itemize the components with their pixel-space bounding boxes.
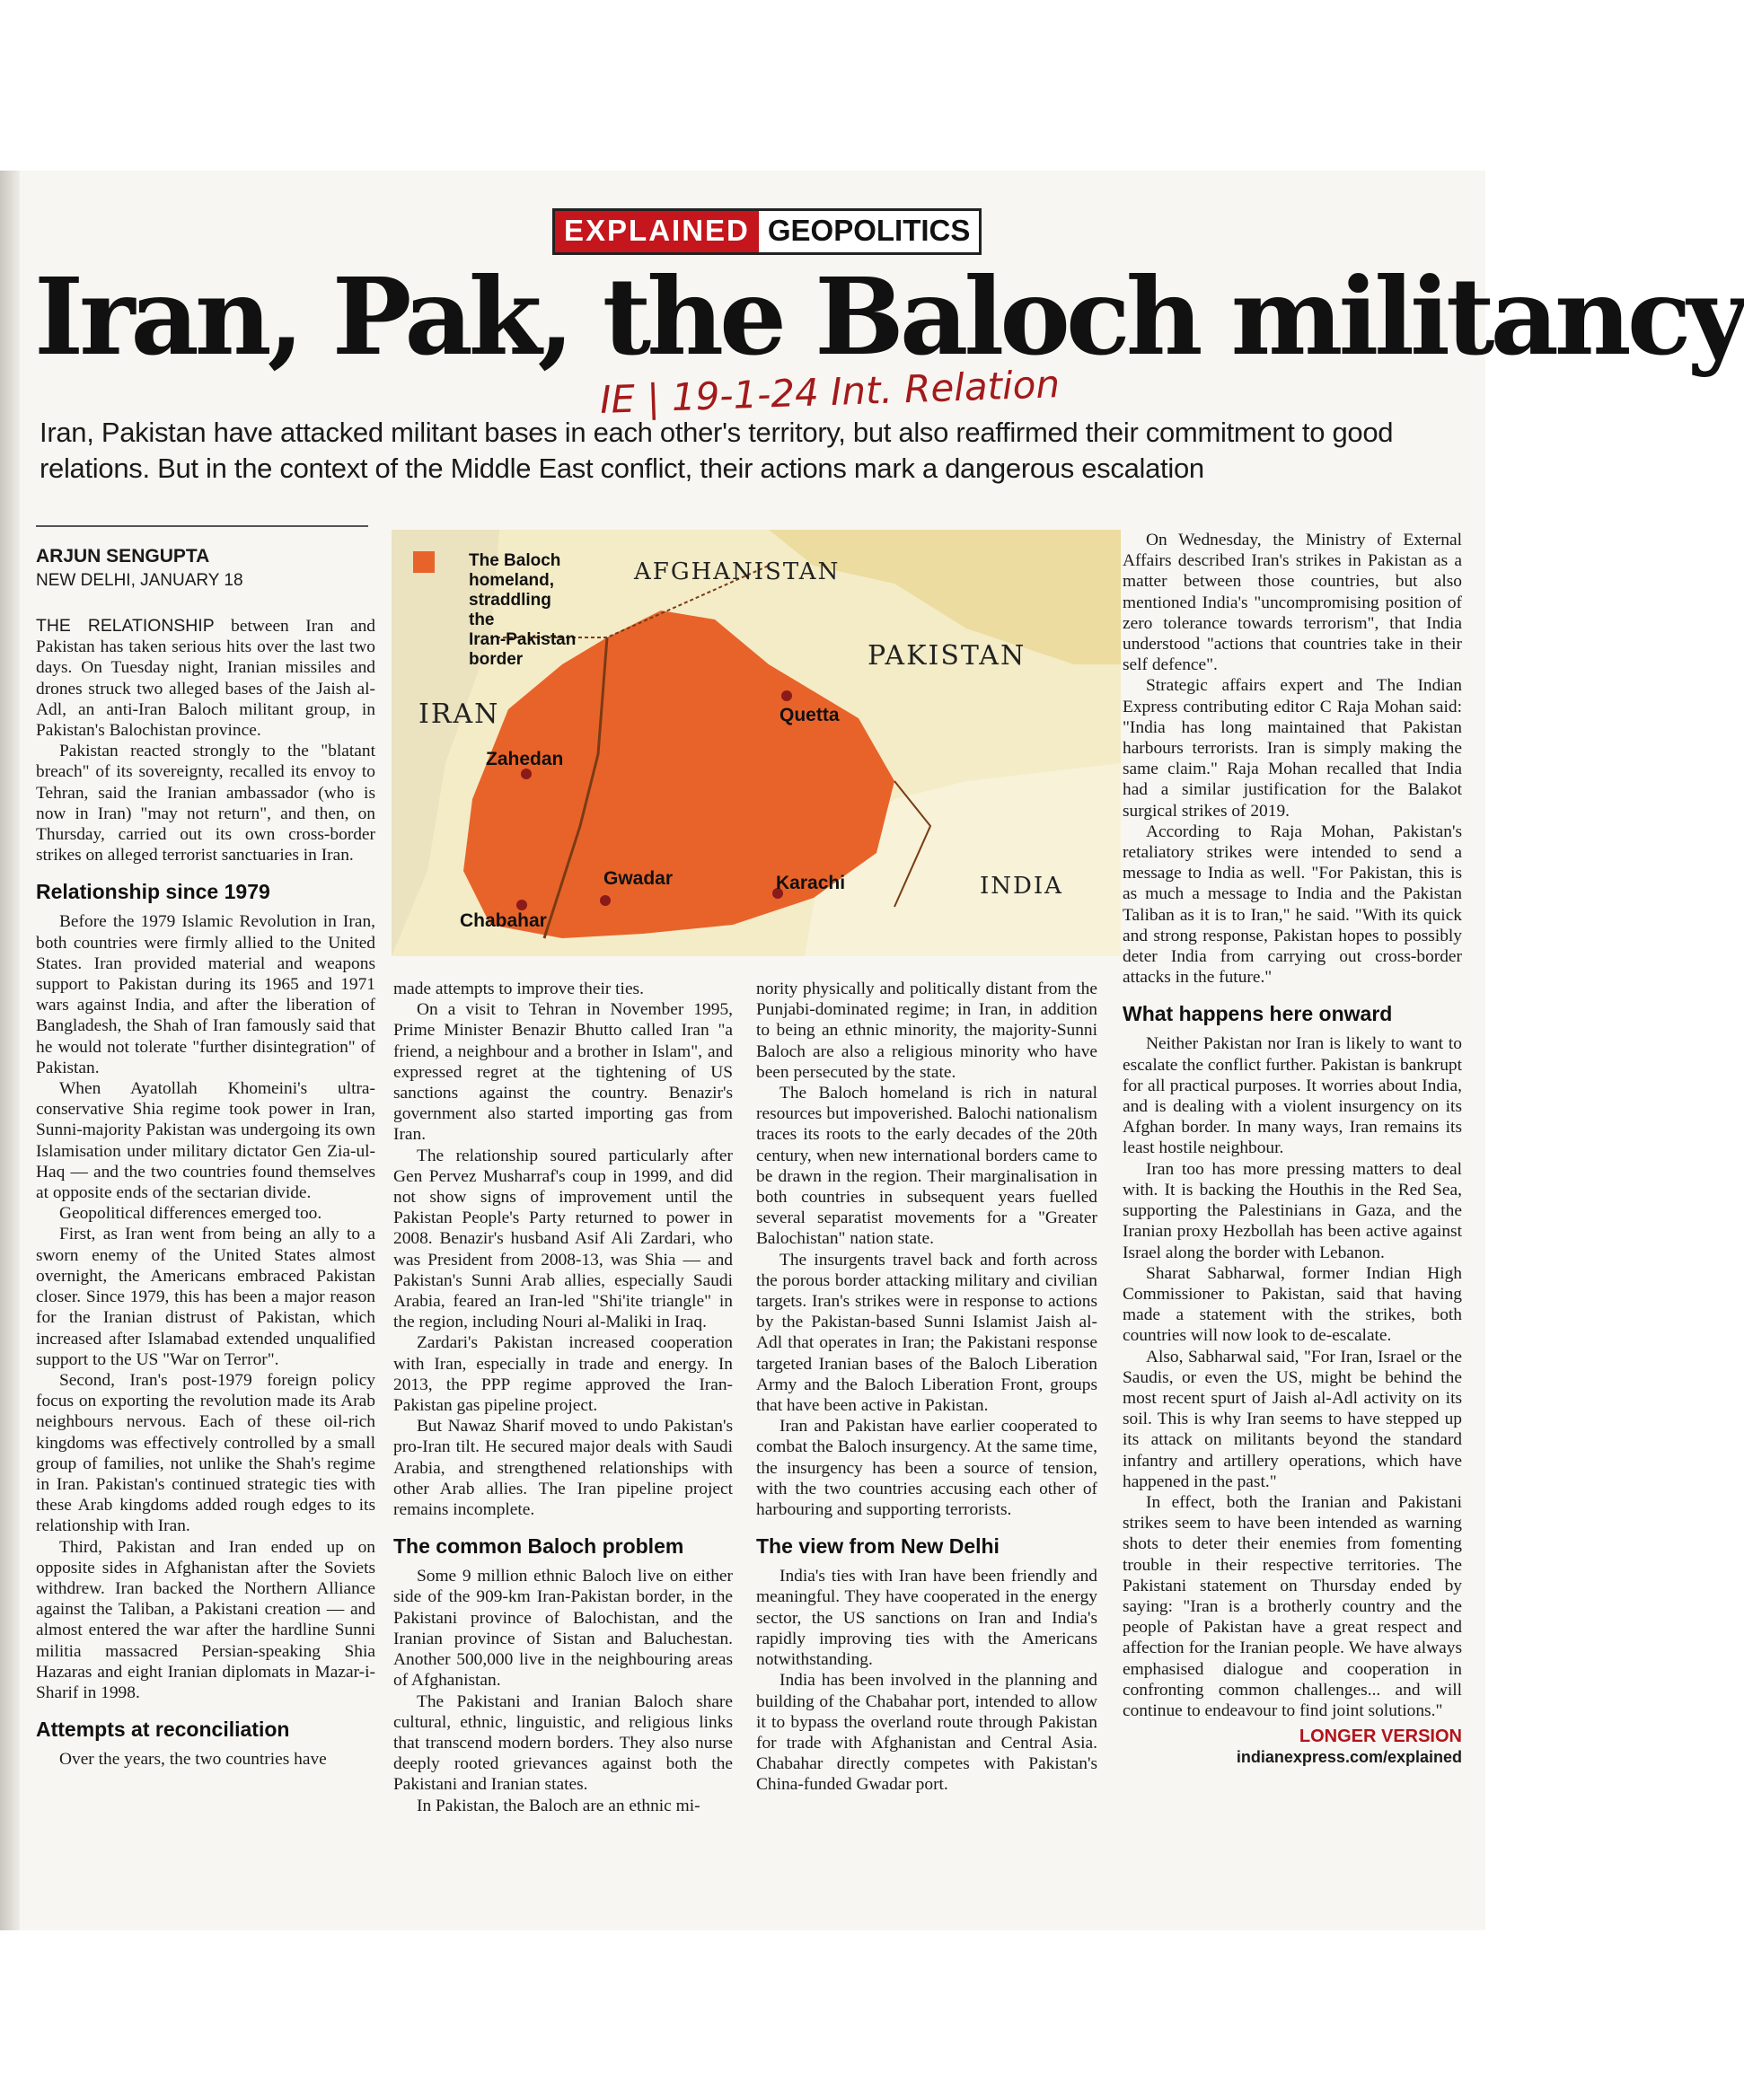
col2-para: But Nawaz Sharif moved to undo Pakistan's pro-Iran tilt. He secured major deals with Saudi Arabia, and strengthened relationships with other Arab allies. The Iran pipeline project remains incomplete. [393, 1417, 733, 1520]
col2-para: Zardari's Pakistan increased cooperation with Iran, especially in trade and energy. In 2013, the PPP regime approved the Iran-Pakistan gas pipeline project. [393, 1333, 733, 1416]
subhead-new-delhi: The view from New Delhi [756, 1534, 1000, 1559]
legend-line: straddling [469, 591, 551, 610]
city-dot-gwadar [600, 895, 611, 906]
col4-para: Iran too has more pressing matters to deal with. It is backing the Houthis in the Red Sea, supporting the Palestinians in Gaza, and the Iranian proxy Hezbollah has been active against Israel along the border with Lebanon. [1123, 1159, 1462, 1262]
dateline: NEW DELHI, JANUARY 18 [36, 571, 243, 590]
col2-para: The Pakistani and Iranian Baloch share cultural, ethnic, linguistic, and religious links that transcend modern borders. They also nurse deeply rooted grievances against both the Pakistani and Iranian states. [393, 1691, 733, 1795]
col3-para: nority physically and politically distant from the Punjabi-dominated regime; in Iran, in addition to being an ethnic minority, the majority-Sunni Baloch are also a religious minority who have been persecuted by the state. [756, 980, 1097, 1082]
subhead-relationship: Relationship since 1979 [36, 880, 270, 904]
col1-para: First, as Iran went from being an ally to a sworn enemy of the United States almost overnight, the Americans embraced Pakistan closer. Since 1979, this has been a major reason for the Iranian distrust of Pakistan, which increased after Islamabad extended unqualified support to the US "War on Terror". [36, 1225, 375, 1369]
col1-para: Pakistan reacted strongly to the "blatant breach" of its sovereignty, recalled its envoy to Tehran, said the Iranian ambassador (who is now in Iran) "may not return", and then, on Thursday, carried out its own cross-border strikes on alleged terrorist sanctuaries in Iran. [36, 742, 375, 865]
label-zahedan: Zahedan [486, 749, 564, 769]
col3-para: India's ties with Iran have been friendly and meaningful. They have cooperated in the energy sector, the US sanctions on Iran and India's rapidly improving ties with the Americans notwithstanding. [756, 1567, 1097, 1670]
col3-para: India has been involved in the planning and building of the Chabahar port, intended to allow it to bypass the overland route through Pakistan for trade with Afghanistan and Central Asia. Chabahar directly competes with Pakistan's China-funded Gwadar port. [756, 1671, 1097, 1795]
label-iran: IRAN [418, 699, 500, 730]
col2-para: In Pakistan, the Baloch are an ethnic mi- [417, 1796, 700, 1815]
kicker-geopolitics: GEOPOLITICS [759, 211, 980, 252]
col1-text: between Iran and Pakistan has taken serious hits over the last two days. On Tuesday night, Iranian missiles and drones struck two alleged bases of the Jaish al-Adl, an anti-Iran Baloch militant group, in Pakistan's Balochistan province. [36, 617, 376, 741]
col1-para: Over the years, the two countries have [59, 1750, 327, 1770]
col4-para: Strategic affairs expert and The Indian Express contributing editor C Raja Mohan said: "India has long maintained that Pakistan harbours terrorists. Iran is simply making the same claim." Raja Mohan recalled that India had a similar justification for the Balakot surgical strikes of 2019. [1123, 676, 1462, 821]
col4-para: According to Raja Mohan, Pakistan's retaliatory strikes were intended to send a message to India as well. "For Pakistan, this is as much a message to India and the Pakistan Taliban as it is to Iran," he said. "With its quick and strong response, Pakistan hopes to possibly deter India from carrying out cross-border attacks in the future." [1123, 822, 1462, 988]
col1-para: Third, Pakistan and Iran ended up on opposite sides in Afghanistan after the Soviets withdrew. Iran backed the Northern Alliance against the Taliban, a Pakistani creation — and almost entered the war after the hardline Sunni militia massacred Persian-speaking Shia Hazaras and eight Iranian diplomats in Mazar-i-Sharif in 1998. [36, 1537, 375, 1702]
col4-para: Also, Sabharwal said, "For Iran, Israel or the Saudis, or even the US, might be behind the most recent spurt of Jaish al-Adl activity on its soil. This is why Iran seems to have stepped up its attack on militants beyond the standard infantry and artillery operations, which have happened in the past." [1123, 1347, 1462, 1491]
drop-lead: THE RELATIONSHIP [36, 616, 215, 636]
longer-version-label: LONGER VERSION [1299, 1727, 1462, 1747]
page-edge-shadow [0, 171, 20, 1930]
legend-line: border [469, 650, 524, 669]
col3-para: The Baloch homeland is rich in natural resources but impoverished. Balochi nationalism traces its roots to the early decades of the 20th century, when new international borders came to be drawn in the region. Their marginalisation in both countries in subsequent years fuelled several separatist movements for a "Greater Balochistan" nation state. [756, 1084, 1097, 1249]
col1-para: Before the 1979 Islamic Revolution in Iran, both countries were firmly allied to the United States. Iran provided material and weapons support to Pakistan during its 1965 and 1971 wars against India, and after the liberation of Bangladesh, the Shah of Iran famously said that he would not tolerate "further disintegration" of Pakistan. [36, 912, 375, 1077]
col2-para: The relationship soured particularly after Gen Pervez Musharraf's coup in 1999, and did not show signs of improvement until the Pakistan People's Party returned to power in 2008. Benazir's husband Asif Ali Zardari, who was President from 2008-13, was Shia — and Pakistan's Sunni Arab allies, especially Saudi Arabia, feared an Iran-led "Shi'ite triangle" in the region, including Nouri al-Maliki in Iraq. [393, 1146, 733, 1332]
column-2 [393, 979, 733, 1816]
col4-para: On Wednesday, the Ministry of External Affairs described Iran's strikes in Pakistan as a matter between those countries, but also mentioned India's "uncompromising position of zero tolerance towards terrorism", that India understood "actions that countries take in their self defence". [1123, 531, 1462, 675]
legend-line: The Baloch [469, 551, 561, 570]
section-kicker [552, 208, 982, 255]
col1-para: When Ayatollah Khomeini's ultra-conservative Shia regime took power in Iran, Sunni-majority Pakistan was undergoing its own Islamisation under military dictator Gen Zia-ul-Haq — and the two countries found themselves at opposite ends of the sectarian divide. [36, 1079, 375, 1203]
city-dot-zahedan [521, 769, 532, 779]
col4-para: Sharat Sabharwal, former Indian High Commissioner to Pakistan, said that having made a statement with the strikes, both countries will now look to de-escalate. [1123, 1263, 1462, 1346]
deck-summary: Iran, Pakistan have attacked militant bases in each other's territory, but also reaffirmed their commitment to good relations. But in the context of the Middle East conflict, their actions mark a dangerous escalation [40, 417, 1394, 484]
headline: Iran, Pak, the Baloch militancy [34, 254, 1744, 379]
legend-line: Iran-Pakistan [469, 630, 577, 649]
column-3 [756, 979, 1097, 1796]
col1-para: Geopolitical differences emerged too. [59, 1204, 322, 1224]
label-quetta: Quetta [780, 705, 840, 725]
label-gwadar: Gwadar [603, 868, 674, 889]
label-chabahar: Chabahar [460, 910, 547, 931]
col3-para: The insurgents travel back and forth across the porous border attacking military and civilian targets. Iran's strikes were in response to actions by the Pakistan-based Sunni Islamist Jaish al-Adl that operates in Iran; the Pakistani response targeted Iranian bases of the Baloch Liberation Army and the Baloch Liberation Front, groups that have been active in Pakistan. [756, 1250, 1097, 1416]
column-4 [1123, 530, 1462, 1769]
col4-para: Neither Pakistan nor Iran is likely to want to escalate the conflict further. Pakistan is bankrupt for all practical purposes. It worries about India, and is dealing with a violent insurgency on its Afghan border. In many ways, Iran remains its least hostile neighbour. [1123, 1034, 1462, 1158]
col1-para: Second, Iran's post-1979 foreign policy focus on exporting the revolution made its Arab neighbours nervous. Each of these oil-rich kingdoms was effectively controlled by a small group of families, not unlike the Shah's regime in Iran. Pakistan's continued strategic ties with these Arab kingdoms added rough edges to its relationship with Iran. [36, 1370, 375, 1536]
city-dot-chabahar [516, 900, 527, 910]
label-afghanistan: AFGHANISTAN [634, 558, 841, 585]
col1-para [36, 616, 375, 741]
col3-para: Iran and Pakistan have earlier cooperated to combat the Baloch insurgency. At the same time, the insurgency has been a source of tension, with the two countries accusing each other of harbouring and supporting terrorists. [756, 1417, 1097, 1520]
baloch-region-map [392, 530, 1121, 956]
legend-line: homeland, [469, 571, 555, 590]
col2-para: made attempts to improve their ties. [393, 980, 644, 998]
label-india: INDIA [980, 873, 1063, 900]
explained-url[interactable]: indianexpress.com/explained [1236, 1748, 1462, 1767]
col2-para: On a visit to Tehran in November 1995, Prime Minister Benazir Bhutto called Iran "a friend, a neighbour and a brother in Islam", and expressed regret at the tightening of US sanctions against the country. Benazir's government also started importing gas from Iran. [393, 1000, 733, 1145]
handwritten-note: IE | 19-1-24 Int. Relation [599, 362, 1061, 422]
col4-para: In effect, both the Iranian and Pakistani strikes seem to have been intended as warning shots to deter their enemies from fomenting trouble in their respective territories. The Pakistani statement on Thursday ended by saying: "Iran is a brotherly country and the people of Pakistan have a great respect and affection for the Iranian people. We have always emphasised dialogue and cooperation in confronting common challenges... and will continue to endeavour to find joint solutions." [1123, 1492, 1462, 1720]
city-dot-quetta [781, 690, 792, 701]
label-pakistan: PAKISTAN [868, 640, 1026, 672]
legend-line: the [469, 611, 495, 629]
column-1 [36, 616, 375, 1770]
subhead-onward: What happens here onward [1123, 1002, 1393, 1026]
byline-rule [36, 525, 368, 527]
col2-para: Some 9 million ethnic Baloch live on either side of the 909-km Iran-Pakistan border, in the Pakistani province of Balochistan, and the Iranian province of Sistan and Baluchestan. Another 500,000 live in the neighbouring areas of Afghanistan. [393, 1567, 733, 1691]
label-karachi: Karachi [776, 873, 846, 893]
legend-swatch [413, 551, 435, 573]
byline-author: ARJUN SENGUPTA [36, 546, 210, 567]
kicker-explained: EXPLAINED [555, 211, 759, 252]
subhead-reconciliation: Attempts at reconciliation [36, 1718, 290, 1742]
subhead-baloch-problem: The common Baloch problem [393, 1534, 684, 1559]
